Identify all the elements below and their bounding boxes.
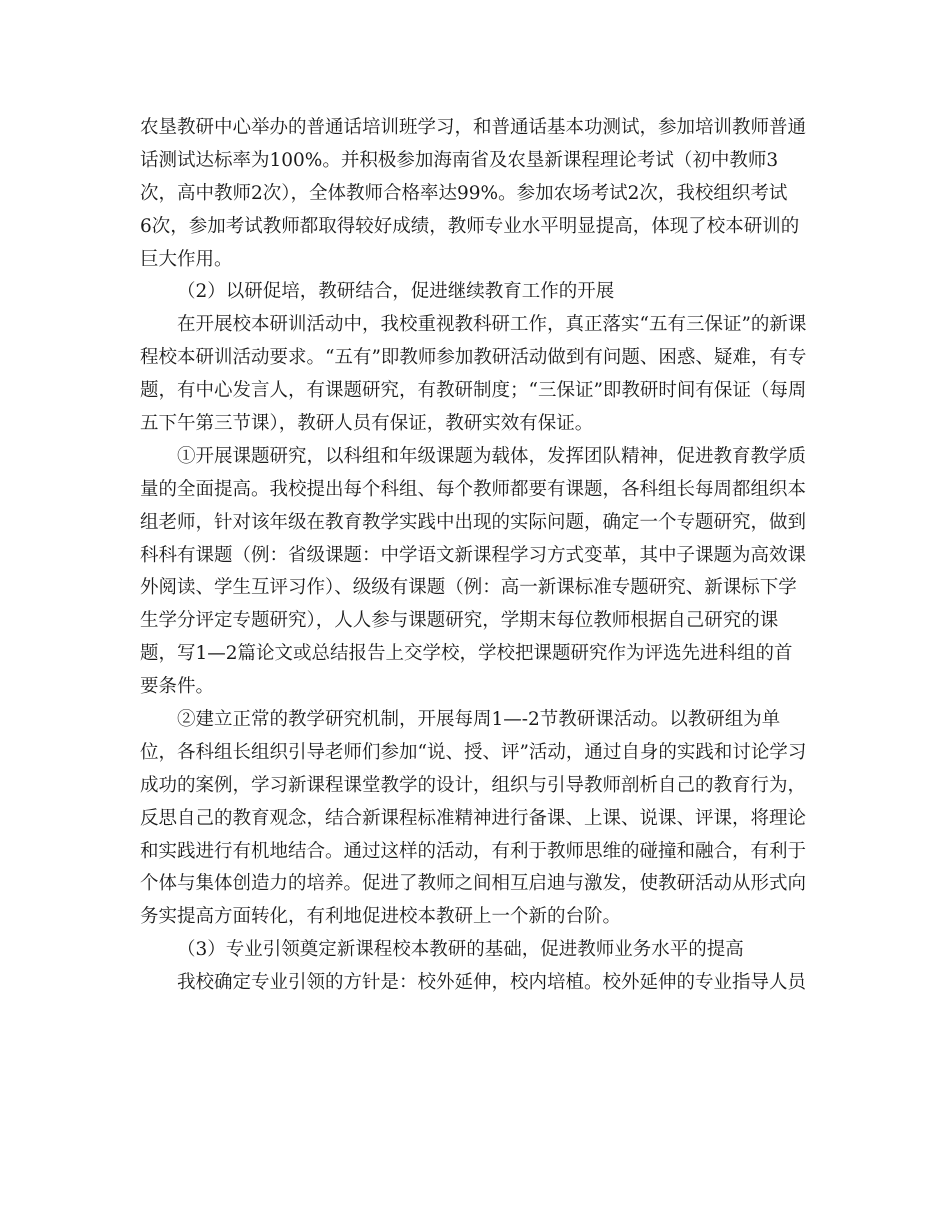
text-line: 位，各科组长组织引导老师们参加“说、授、评”活动，通过自身的实践和讨论学习 [140, 741, 807, 763]
text-line: 生学分评定专题研究），人人参与课题研究，学期末每位教师根据自己研究的课 [140, 610, 779, 632]
text-line: 题，有中心发言人，有课题研究，有教研制度；“三保证”即教研时间有保证（每周 [140, 380, 807, 402]
text-line: 务实提高方面转化，有利地促进校本教研上一个新的台阶。 [140, 906, 622, 928]
text-line: 和实践进行有机地结合。通过这样的活动，有利于教师思维的碰撞和融合，有利于 [140, 840, 807, 862]
text-line: 6次，参加考试教师都取得较好成绩，教师专业水平明显提高，体现了校本研训的 [140, 215, 800, 237]
text-line: 成功的案例，学习新课程课堂教学的设计，组织与引导教师剖析自己的教育行为， [140, 774, 807, 796]
text-line: 个体与集体创造力的培养。促进了教师之间相互启迪与激发，使教研活动从形式向 [140, 873, 807, 895]
text-line: 我校确定专业引领的方针是：校外延伸，校内培植。校外延伸的专业指导人员 [177, 972, 807, 994]
text-line: 组老师，针对该年级在教育教学实践中出现的实际问题，确定一个专题研究，做到 [140, 511, 807, 533]
text-line: ①开展课题研究，以科组和年级课题为载体，发挥团队精神，促进教育教学质 [177, 445, 807, 467]
text-line: 科科有课题（例：省级课题：中学语文新课程学习方式变革，其中子课题为高效课 [140, 544, 807, 566]
text-line: 题，写1—2篇论文或总结报告上交学校，学校把课题研究作为评选先进科组的首 [140, 643, 793, 665]
text-line: 话测试达标率为100%。并积极参加海南省及农垦新课程理论考试（初中教师3 [140, 149, 779, 171]
text-line: 巨大作用。 [140, 248, 233, 270]
body-text [140, 112, 812, 1000]
text-line: 在开展校本研训活动中，我校重视教科研工作，真正落实“五有三保证”的新课 [177, 314, 807, 336]
text-line: 程校本研训活动要求。“五有”即教师参加教研活动做到有问题、困惑、疑难，有专 [140, 347, 807, 369]
text-line: 次，高中教师2次），全体教师合格率达99%。参加农场考试2次，我校组织考试 [140, 182, 788, 204]
text-line: 要条件。 [140, 676, 215, 698]
section-heading: （3）专业引领奠定新课程校本教研的基础，促进教师业务水平的提高 [177, 939, 744, 961]
text-line: 五下午第三节课），教研人员有保证，教研实效有保证。 [140, 413, 594, 435]
text-line: 量的全面提高。我校提出每个科组、每个教师都要有课题，各科组长每周都组织本 [140, 478, 807, 500]
section-heading: （2）以研促培，教研结合，促进继续教育工作的开展 [177, 281, 615, 303]
text-line: 反思自己的教育观念，结合新课程标准精神进行备课、上课、说课、评课，将理论 [140, 807, 807, 829]
text-line: 农垦教研中心举办的普通话培训班学习，和普通话基本功测试，参加培训教师普通 [140, 117, 807, 138]
text-line: 外阅读、学生互评习作）、级级有课题（例：高一新课标准专题研究、新课标下学 [140, 577, 797, 599]
text-line: ②建立正常的教学研究机制，开展每周1—-2节教研课活动。以教研组为单 [177, 709, 781, 731]
